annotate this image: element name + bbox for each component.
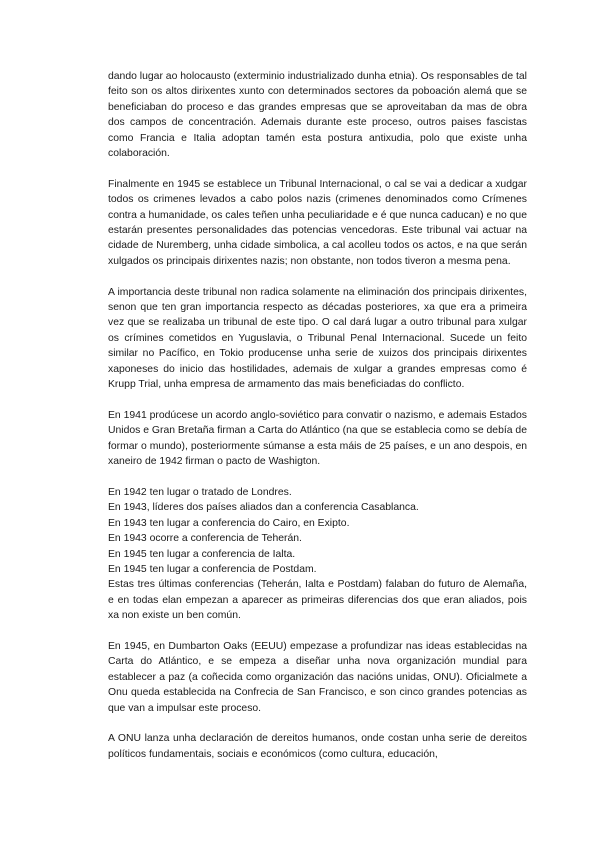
document-body (108, 69, 527, 778)
conference-list (108, 485, 527, 577)
list-item: En 1943, líderes dos países aliados dan a conferencia Casablanca. (108, 502, 419, 514)
paragraph-atlantic-charter: En 1941 prodúcese un acordo anglo-soviético para convatir o nazismo, e ademais Estados Unidos e Gran Bretaña firman a Carta do Atlántico (na que se establecia como se debía de formar o mundo), posteriormente súmanse a esta máis de 25 países, e un ano despois, en xaneiro de 1942 firman o pacto de Washigton. (108, 409, 527, 468)
list-item: En 1943 ten lugar a conferencia do Cairo, en Exipto. (108, 517, 350, 529)
list-item: En 1945 ten lugar a conferencia de Ialta. (108, 548, 296, 560)
paragraph-un-founding: En 1945, en Dumbarton Oaks (EEUU) empezase a profundizar nas ideas establecidas na Carta do Atlántico, e se empeza a diseñar unha nova organización mundial para establecer a paz (a coñecida como organización das nacións unidas, ONU). Oficialmete a Onu queda establecida na Confrecia de San Francisco, e son cinco grandes potencias as que van a impulsar este proceso. (108, 640, 527, 714)
list-item: En 1942 ten lugar o tratado de Londres. (108, 486, 292, 498)
conference-note: Estas tres últimas conferencias (Teherán, Ialta e Postdam) falaban do futuro de Alemaña, e en todas elan empezan a aparecer as primeiras diferencias dos que eran aliados, pois xa non existe un ben común. (108, 579, 527, 622)
paragraph-holocaust: dando lugar ao holocausto (exterminio industrializado dunha etnia). Os responsables de tal feito son os altos dirixentes xunto con determinados sectores da poboación alemá que se beneficiaban do proceso e das grandes empresas que se aproveitaban da mas de obra dos campos de concentración. Ademais durante este proceso, outros paises fascistas como Francia e Italia adoptan tamén esta postura antixudia, polo que existe unha colaboración. (108, 71, 527, 160)
list-item: En 1943 ocorre a conferencia de Teherán. (108, 533, 302, 545)
paragraph-human-rights: A ONU lanza unha declaración de dereitos humanos, onde costan unha serie de dereitos políticos fundamentais, sociais e económicos (como cultura, educación, (108, 733, 527, 760)
paragraph-tribunal: Finalmente en 1945 se establece un Tribunal Internacional, o cal se vai a dedicar a xudgar todos os crimenes levados a cabo polos nazis (crimenes denominados como Crímenes contra a humanidade, os cales teñen unha peculiaridade e é que nunca caducan) e no que estarán presentes personalidades das potencias vencedoras. Este tribunal vai actuar na cidade de Nuremberg, unha cidade simbolica, a cal acolleu todos os actos, e na que serán xulgados os principais dirixentes nazis; non obstante, non todos tiveron a mesma pena. (108, 178, 527, 267)
list-item: En 1945 ten lugar a conferencia de Postdam. (108, 563, 317, 575)
paragraph-tribunal-importance: A importancia deste tribunal non radica solamente na eliminación dos principais dirixentes, senon que ten gran importancia respecto as décadas posteriores, xa que era a primeira vez que se realizaba un tribunal de este tipo. O cal dará lugar a outro tribunal para xulgar os crímines cometidos en Yuguslavia, o Tribunal Penal Internacional. Sucede un feito similar no Pacífico, en Tokio producense unha serie de xuizos dos principais dirixentes xaponeses do inicio das hostilidades, ademais de xulgar a grandes empresas como é Krupp Trial, unha empresa de armamento das mais beneficiadas do conflicto. (108, 286, 527, 391)
